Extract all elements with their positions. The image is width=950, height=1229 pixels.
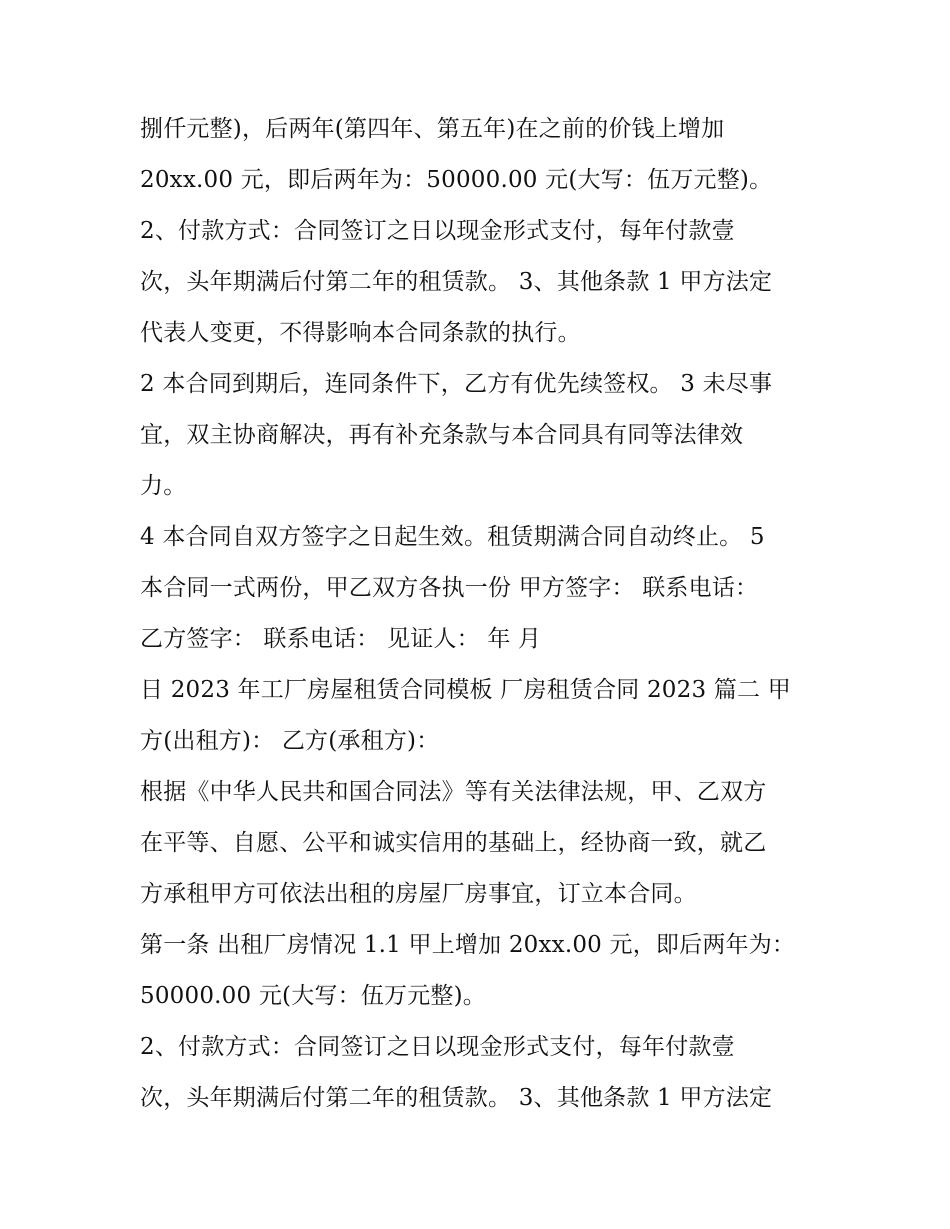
text-line-17: 第一条 出租厂房情况 1.1 甲上增加 20xx.00 元，即后两年为： xyxy=(140,932,796,958)
text-line-12: 日 2023 年工厂房屋租赁合同模板 厂房租赁合同 2023 篇二 甲 xyxy=(140,677,791,703)
text-line-2: 20xx.00 元，即后两年为：50000.00 元(大写：伍万元整)。 xyxy=(140,167,773,193)
text-line-9: 4 本合同自双方签字之日起生效。租赁期满合同自动终止。 5 xyxy=(140,524,765,550)
text-line-8: 力。 xyxy=(140,473,187,499)
text-line-11: 乙方签字： 联系电话： 见证人： 年 月 xyxy=(140,626,542,652)
text-line-5: 代表人变更，不得影响本合同条款的执行。 xyxy=(140,320,581,346)
text-line-10: 本合同一式两份，甲乙双方各执一份 甲方签字： 联系电话： xyxy=(140,575,759,601)
text-line-1: 捌仟元整)，后两年(第四年、第五年)在之前的价钱上增加 xyxy=(140,116,725,142)
text-line-20: 次，头年期满后付第二年的租赁款。 3、其他条款 1 甲方法定 xyxy=(140,1085,773,1111)
text-line-4: 次，头年期满后付第二年的租赁款。 3、其他条款 1 甲方法定 xyxy=(140,269,773,295)
text-line-16: 方承租甲方可依法出租的房屋厂房事宜，订立本合同。 xyxy=(140,881,697,907)
text-line-14: 根据《中华人民共和国合同法》等有关法律法规，甲、乙双方 xyxy=(140,779,767,805)
text-line-7: 宜，双主协商解决，再有补充条款与本合同具有同等法律效 xyxy=(140,422,744,448)
text-line-18: 50000.00 元(大写：伍万元整)。 xyxy=(140,983,487,1009)
text-line-6: 2 本合同到期后，连同条件下，乙方有优先续签权。 3 未尽事 xyxy=(140,371,773,397)
text-line-15: 在平等、自愿、公平和诚实信用的基础上，经协商一致，就乙 xyxy=(140,830,767,856)
text-line-19: 2、付款方式：合同签订之日以现金形式支付，每年付款壹 xyxy=(140,1034,735,1060)
text-line-13: 方(出租方)： 乙方(承租方)： xyxy=(140,728,440,754)
text-line-3: 2、付款方式：合同签订之日以现金形式支付，每年付款壹 xyxy=(140,218,735,244)
